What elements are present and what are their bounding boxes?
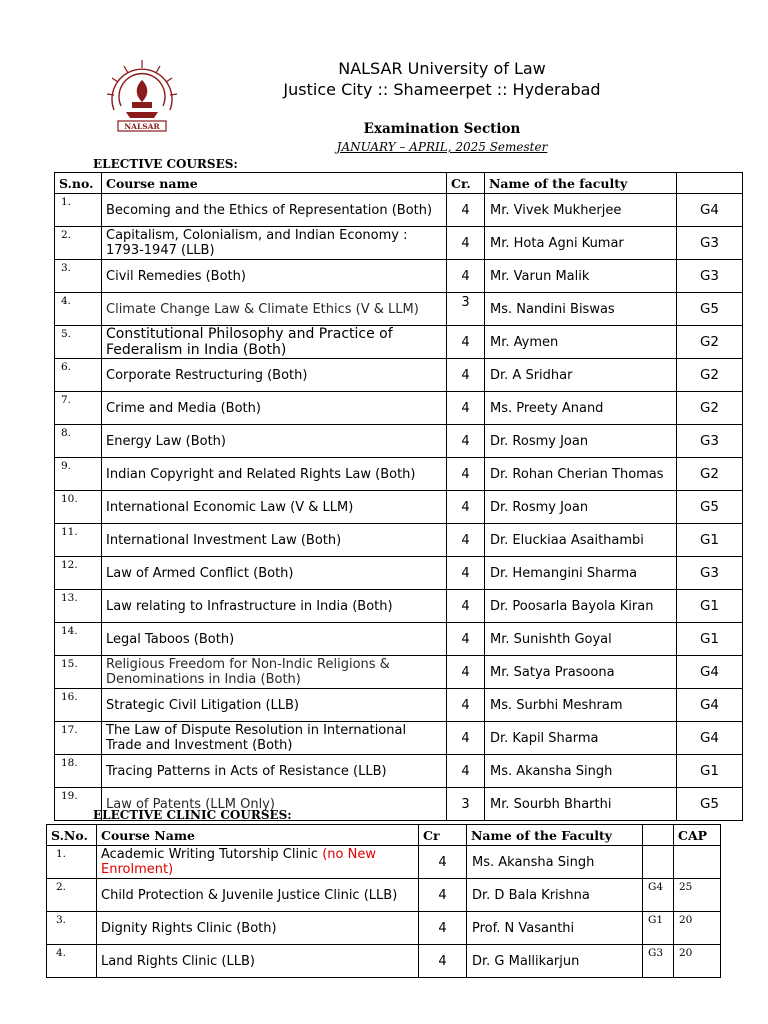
col-cap: CAP (674, 825, 721, 846)
university-name: NALSAR University of Law (338, 59, 546, 78)
row-number: 16. (55, 689, 102, 722)
faculty-name: Dr. A Sridhar (485, 359, 677, 392)
group-code: G4 (677, 722, 743, 755)
row-number: 2. (55, 227, 102, 260)
course-credits: 4 (419, 846, 467, 879)
course-credits: 4 (447, 326, 485, 359)
group-code: G3 (677, 557, 743, 590)
elective-courses-title: ELECTIVE COURSES: (93, 157, 238, 171)
col-group (643, 825, 674, 846)
row-number: 15. (55, 656, 102, 689)
table-row (55, 227, 743, 260)
row-number: 1. (55, 194, 102, 227)
course-credits: 4 (447, 623, 485, 656)
col-sno: S.no. (55, 173, 102, 194)
course-name: Law of Patents (LLM Only) (102, 788, 447, 821)
course-name: Energy Law (Both) (102, 425, 447, 458)
group-code: G3 (677, 227, 743, 260)
row-number: 4. (55, 293, 102, 326)
course-name: Tracing Patterns in Acts of Resistance (LLB) (102, 755, 447, 788)
group-code: G2 (677, 392, 743, 425)
table-row (55, 557, 743, 590)
faculty-name: Ms. Surbhi Meshram (485, 689, 677, 722)
faculty-name: Mr. Sunishth Goyal (485, 623, 677, 656)
row-number: 6. (55, 359, 102, 392)
col-faculty: Name of the Faculty (467, 825, 643, 846)
course-name: Law of Armed Conflict (Both) (102, 557, 447, 590)
faculty-name: Dr. G Mallikarjun (467, 945, 643, 978)
faculty-name: Mr. Hota Agni Kumar (485, 227, 677, 260)
course-credits: 4 (419, 879, 467, 912)
table-row (55, 194, 743, 227)
group-code: G4 (677, 656, 743, 689)
course-credits: 4 (447, 590, 485, 623)
group-code: G4 (677, 194, 743, 227)
group-code: G1 (677, 524, 743, 557)
row-number: 14. (55, 623, 102, 656)
row-number: 10. (55, 491, 102, 524)
col-course: Course name (102, 173, 447, 194)
section-heading: Examination Section (363, 121, 521, 137)
row-number: 11. (55, 524, 102, 557)
row-number: 9. (55, 458, 102, 491)
group-code: G5 (677, 788, 743, 821)
table-row (55, 359, 743, 392)
faculty-name: Dr. Rosmy Joan (485, 491, 677, 524)
course-name: Crime and Media (Both) (102, 392, 447, 425)
course-credits: 4 (447, 689, 485, 722)
col-faculty: Name of the faculty (485, 173, 677, 194)
row-number: 17. (55, 722, 102, 755)
group-code: G4 (677, 689, 743, 722)
group-code: G3 (643, 945, 674, 978)
course-name: Strategic Civil Litigation (LLB) (102, 689, 447, 722)
col-course: Course Name (97, 825, 419, 846)
group-code: G2 (677, 359, 743, 392)
course-title: Land Rights Clinic (LLB) (101, 953, 255, 969)
faculty-name: Dr. D Bala Krishna (467, 879, 643, 912)
capacity: 25 (674, 879, 721, 912)
table-row (55, 392, 743, 425)
course-credits: 4 (447, 425, 485, 458)
table-row (55, 656, 743, 689)
course-name: Law relating to Infrastructure in India (Both) (102, 590, 447, 623)
faculty-name: Mr. Satya Prasoona (485, 656, 677, 689)
table-row (47, 945, 721, 978)
faculty-name: Mr. Varun Malik (485, 260, 677, 293)
table-row (55, 326, 743, 359)
faculty-name: Ms. Preety Anand (485, 392, 677, 425)
capacity: 20 (674, 912, 721, 945)
course-credits: 4 (447, 722, 485, 755)
faculty-name: Ms. Akansha Singh (467, 846, 643, 879)
enrolment-note: (no New Enrolment) (101, 847, 376, 877)
faculty-name: Ms. Nandini Biswas (485, 293, 677, 326)
table-row (47, 879, 721, 912)
col-credits: Cr. (447, 173, 485, 194)
row-number: 3. (47, 912, 97, 945)
logo-text: NALSAR (124, 122, 160, 131)
course-name: Civil Remedies (Both) (102, 260, 447, 293)
faculty-name: Dr. Hemangini Sharma (485, 557, 677, 590)
table-row (55, 524, 743, 557)
faculty-name: Dr. Kapil Sharma (485, 722, 677, 755)
col-sno: S.No. (47, 825, 97, 846)
course-credits: 4 (447, 260, 485, 293)
table-row (55, 689, 743, 722)
course-title: Academic Writing Tutorship Clinic (101, 847, 319, 862)
course-credits: 4 (447, 755, 485, 788)
course-credits: 4 (419, 945, 467, 978)
semester-label: JANUARY – APRIL, 2025 Semester (336, 140, 548, 154)
row-number: 1. (47, 846, 97, 879)
faculty-name: Ms. Akansha Singh (485, 755, 677, 788)
table-header-row (55, 173, 743, 194)
table-row (55, 623, 743, 656)
course-credits: 3 (447, 788, 485, 821)
course-name: Capitalism, Colonialism, and Indian Economy : 1793-1947 (LLB) (102, 227, 447, 260)
capacity: 20 (674, 945, 721, 978)
row-number: 2. (47, 879, 97, 912)
course-credits: 3 (447, 293, 485, 326)
course-name: Religious Freedom for Non-Indic Religions & Denominations in India (Both) (102, 656, 447, 689)
course-title: Child Protection & Juvenile Justice Clinic (LLB) (101, 887, 398, 903)
course-name: International Investment Law (Both) (102, 524, 447, 557)
clinic-courses-table (46, 824, 721, 978)
course-name: Indian Copyright and Related Rights Law (Both) (102, 458, 447, 491)
table-row (55, 755, 743, 788)
col-credits: Cr (419, 825, 467, 846)
table-row (55, 590, 743, 623)
row-number: 18. (55, 755, 102, 788)
group-code: G2 (677, 326, 743, 359)
course-credits: 4 (447, 491, 485, 524)
faculty-name: Mr. Vivek Mukherjee (485, 194, 677, 227)
clinic-courses-title: ELECTIVE CLINIC COURSES: (93, 808, 292, 822)
group-code: G1 (677, 590, 743, 623)
course-credits: 4 (447, 392, 485, 425)
course-credits: 4 (447, 194, 485, 227)
table-row (55, 491, 743, 524)
group-code: G5 (677, 491, 743, 524)
table-row (55, 458, 743, 491)
course-name (97, 879, 419, 912)
faculty-name: Mr. Aymen (485, 326, 677, 359)
group-code (643, 846, 674, 879)
course-name: Constitutional Philosophy and Practice of Federalism in India (Both) (102, 326, 447, 359)
group-code: G1 (677, 755, 743, 788)
table-row (55, 722, 743, 755)
row-number: 5. (55, 326, 102, 359)
group-code: G1 (677, 623, 743, 656)
row-number: 19. (55, 788, 102, 821)
row-number: 13. (55, 590, 102, 623)
course-name: Corporate Restructuring (Both) (102, 359, 447, 392)
course-name: International Economic Law (V & LLM) (102, 491, 447, 524)
table-header-row (47, 825, 721, 846)
course-name (97, 945, 419, 978)
table-row (47, 912, 721, 945)
group-code: G2 (677, 458, 743, 491)
group-code: G3 (677, 260, 743, 293)
course-name (97, 846, 419, 879)
col-group (677, 173, 743, 194)
course-title: Dignity Rights Clinic (Both) (101, 920, 277, 936)
table-row (55, 260, 743, 293)
course-name: Becoming and the Ethics of Representation (Both) (102, 194, 447, 227)
table-row (47, 846, 721, 879)
row-number: 4. (47, 945, 97, 978)
row-number: 12. (55, 557, 102, 590)
faculty-name: Prof. N Vasanthi (467, 912, 643, 945)
capacity (674, 846, 721, 879)
course-credits: 4 (447, 359, 485, 392)
course-credits: 4 (447, 524, 485, 557)
course-name: The Law of Dispute Resolution in International Trade and Investment (Both) (102, 722, 447, 755)
faculty-name: Dr. Poosarla Bayola Kiran (485, 590, 677, 623)
course-credits: 4 (447, 557, 485, 590)
group-code: G4 (643, 879, 674, 912)
course-name (97, 912, 419, 945)
group-code: G5 (677, 293, 743, 326)
faculty-name: Mr. Sourbh Bharthi (485, 788, 677, 821)
row-number: 3. (55, 260, 102, 293)
elective-courses-table (54, 172, 743, 821)
row-number: 7. (55, 392, 102, 425)
course-credits: 4 (447, 458, 485, 491)
table-row (55, 293, 743, 326)
group-code: G1 (643, 912, 674, 945)
faculty-name: Dr. Rosmy Joan (485, 425, 677, 458)
course-name: Climate Change Law & Climate Ethics (V & LLM) (102, 293, 447, 326)
course-credits: 4 (447, 656, 485, 689)
university-address: Justice City :: Shameerpet :: Hyderabad (283, 80, 601, 99)
course-name: Legal Taboos (Both) (102, 623, 447, 656)
faculty-name: Dr. Eluckiaa Asaithambi (485, 524, 677, 557)
course-credits: 4 (419, 912, 467, 945)
course-credits: 4 (447, 227, 485, 260)
group-code: G3 (677, 425, 743, 458)
faculty-name: Dr. Rohan Cherian Thomas (485, 458, 677, 491)
row-number: 8. (55, 425, 102, 458)
table-row (55, 425, 743, 458)
